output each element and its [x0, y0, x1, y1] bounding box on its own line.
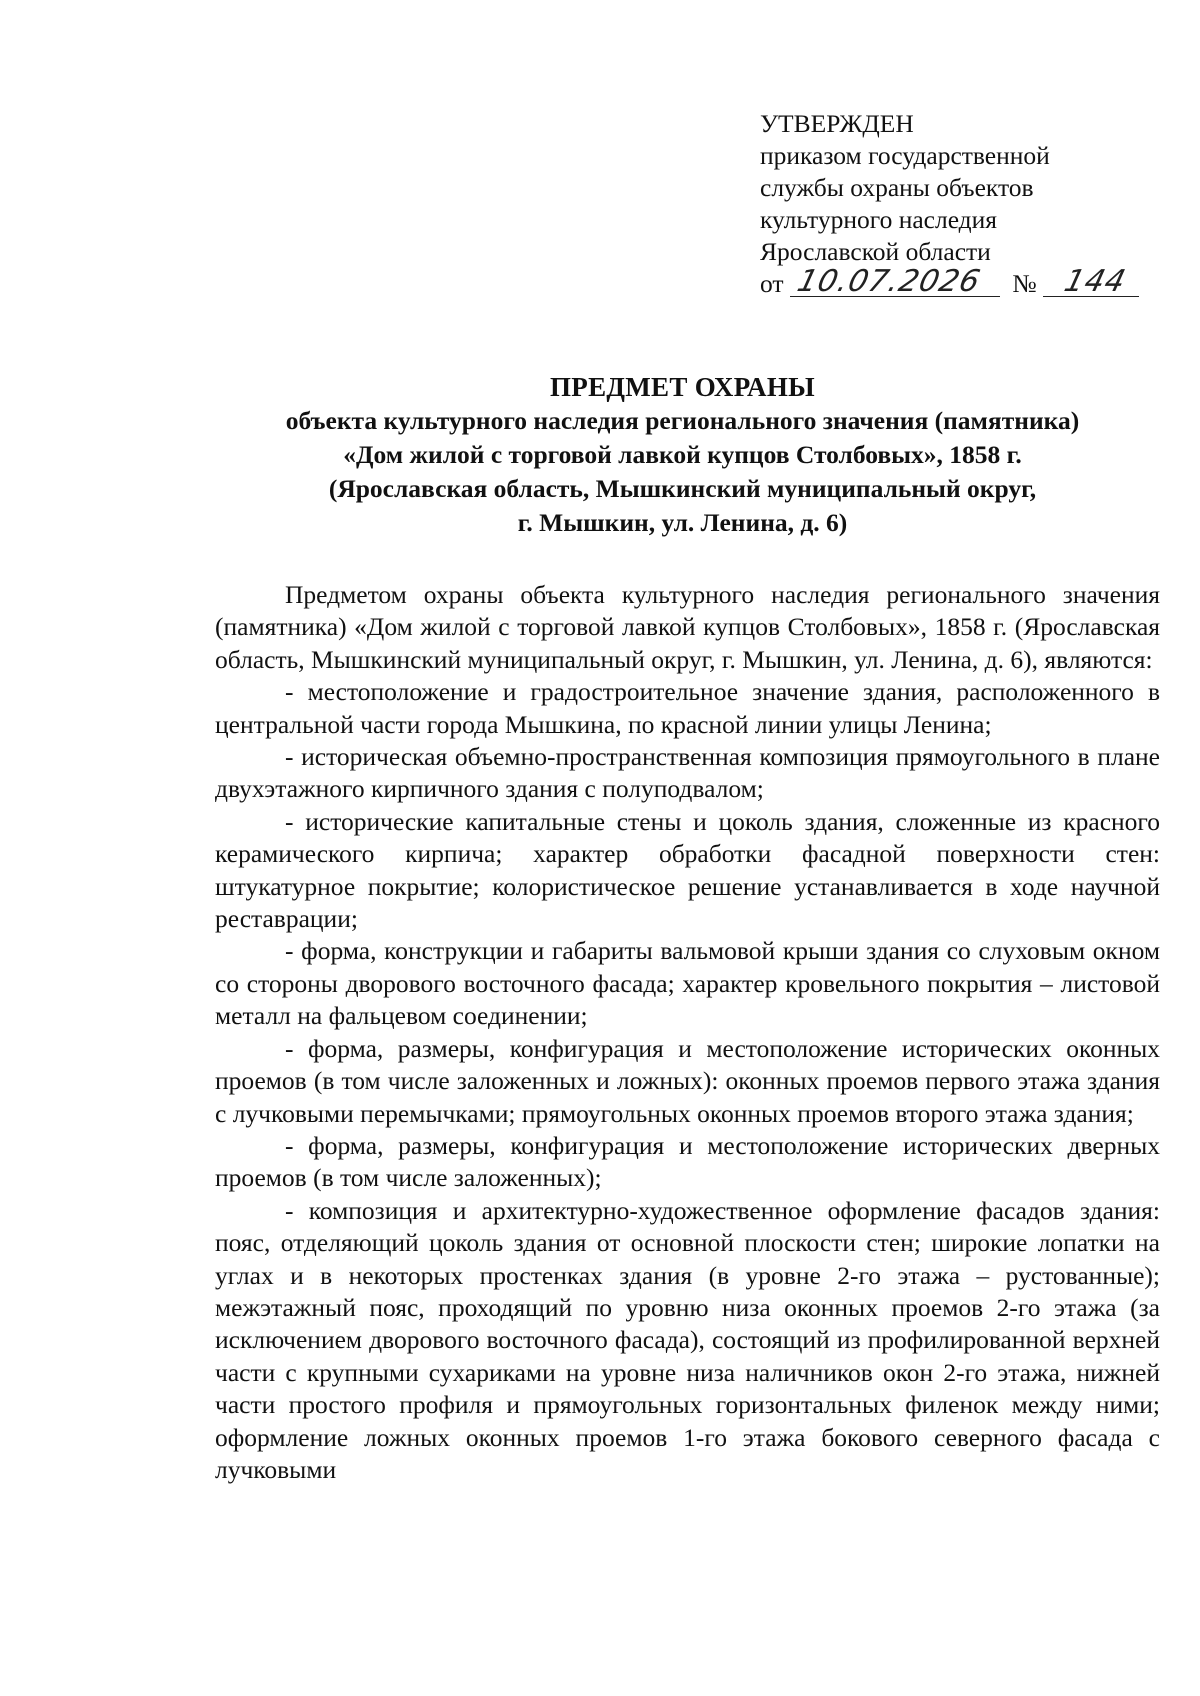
list-item: - форма, размеры, конфигурация и местоположение исторических оконных проемов (в том числе заложенных и ложных): оконных проемов первого этажа здания с лучковыми перемычками; прямоугольных оконных проемов второго этажа здания; [215, 1033, 1160, 1128]
order-date-field [790, 264, 1000, 299]
title-line: объекта культурного наследия регионального значения (памятника) [285, 406, 1080, 435]
title-line: (Ярославская область, Мышкинский муниципальный округ, [328, 474, 1037, 503]
list-item: - форма, размеры, конфигурация и местоположение исторических дверных проемов (в том числе заложенных); [215, 1130, 1160, 1193]
document-title: ПРЕДМЕТ ОХРАНЫ [550, 372, 815, 402]
approval-line: приказом государственной [760, 141, 1050, 170]
list-item: - исторические капитальные стены и цоколь здания, сложенные из красного керамического кирпича; характер обработки фасадной поверхности стен: штукатурное покрытие; колористическое решение устанавливается в ходе научной реставрации; [215, 806, 1160, 934]
list-item: - форма, конструкции и габариты вальмовой крыши здания со слуховым окном со стороны дворового восточного фасада; характер кровельного покрытия – листовой металл на фальцевом соединении; [215, 936, 1160, 1031]
title-line: г. Мышкин, ул. Ленина, д. 6) [517, 508, 848, 537]
approval-line: Ярославской области [760, 237, 991, 266]
order-date-number-row [760, 264, 1150, 304]
order-date-handwritten: 10.07.2026 [793, 264, 985, 299]
list-item: - историческая объемно-пространственная композиция прямоугольного в плане двухэтажного кирпичного здания с полуподвалом; [215, 742, 1160, 804]
title-line: «Дом жилой с торговой лавкой купцов Столбовых», 1858 г. [343, 440, 1022, 469]
order-number-field [1043, 264, 1139, 299]
document-title-block [215, 370, 1150, 540]
approval-line: службы охраны объектов [760, 173, 1034, 202]
list-item: - композиция и архитектурно-художественное оформление фасадов здания: пояс, отделяющий цоколь здания от основной плоскости стен; широкие лопатки на углах и в некоторых простенках здания (в уровне 2-го этажа – рустованные); межэтажный пояс, проходящий по уровню низа оконных проемов 2-го этажа (за исключением дворового восточного фасада), состоящий из профилированной верхней части с крупными сухариками на уровне низа наличников окон 2-го этажа, нижней части простого профиля и прямоугольных горизонтальных филенок между ними; оформление ложных оконных проемов 1-го этажа бокового северного фасада с лучковыми [215, 1195, 1160, 1484]
intro-paragraph: Предметом охраны объекта культурного наследия регионального значения (памятника) «Дом жилой с торговой лавкой купцов Столбовых», 1858 г. (Ярославская область, Мышкинский муниципальный округ, г. Мышкин, ул. Ленина, д. 6), являются: [215, 580, 1160, 674]
date-prefix: от [760, 269, 784, 298]
approval-line: культурного наследия [760, 205, 998, 234]
document-body [215, 579, 1160, 1486]
number-sign: № [1012, 269, 1037, 298]
order-number-handwritten: 144 [1060, 264, 1130, 299]
approval-stamp [760, 108, 1150, 304]
list-item: - местоположение и градостроительное значение здания, расположенного в центральной части города Мышкина, по красной линии улицы Ленина; [215, 677, 1160, 739]
approval-heading: УТВЕРЖДЕН [760, 109, 914, 138]
